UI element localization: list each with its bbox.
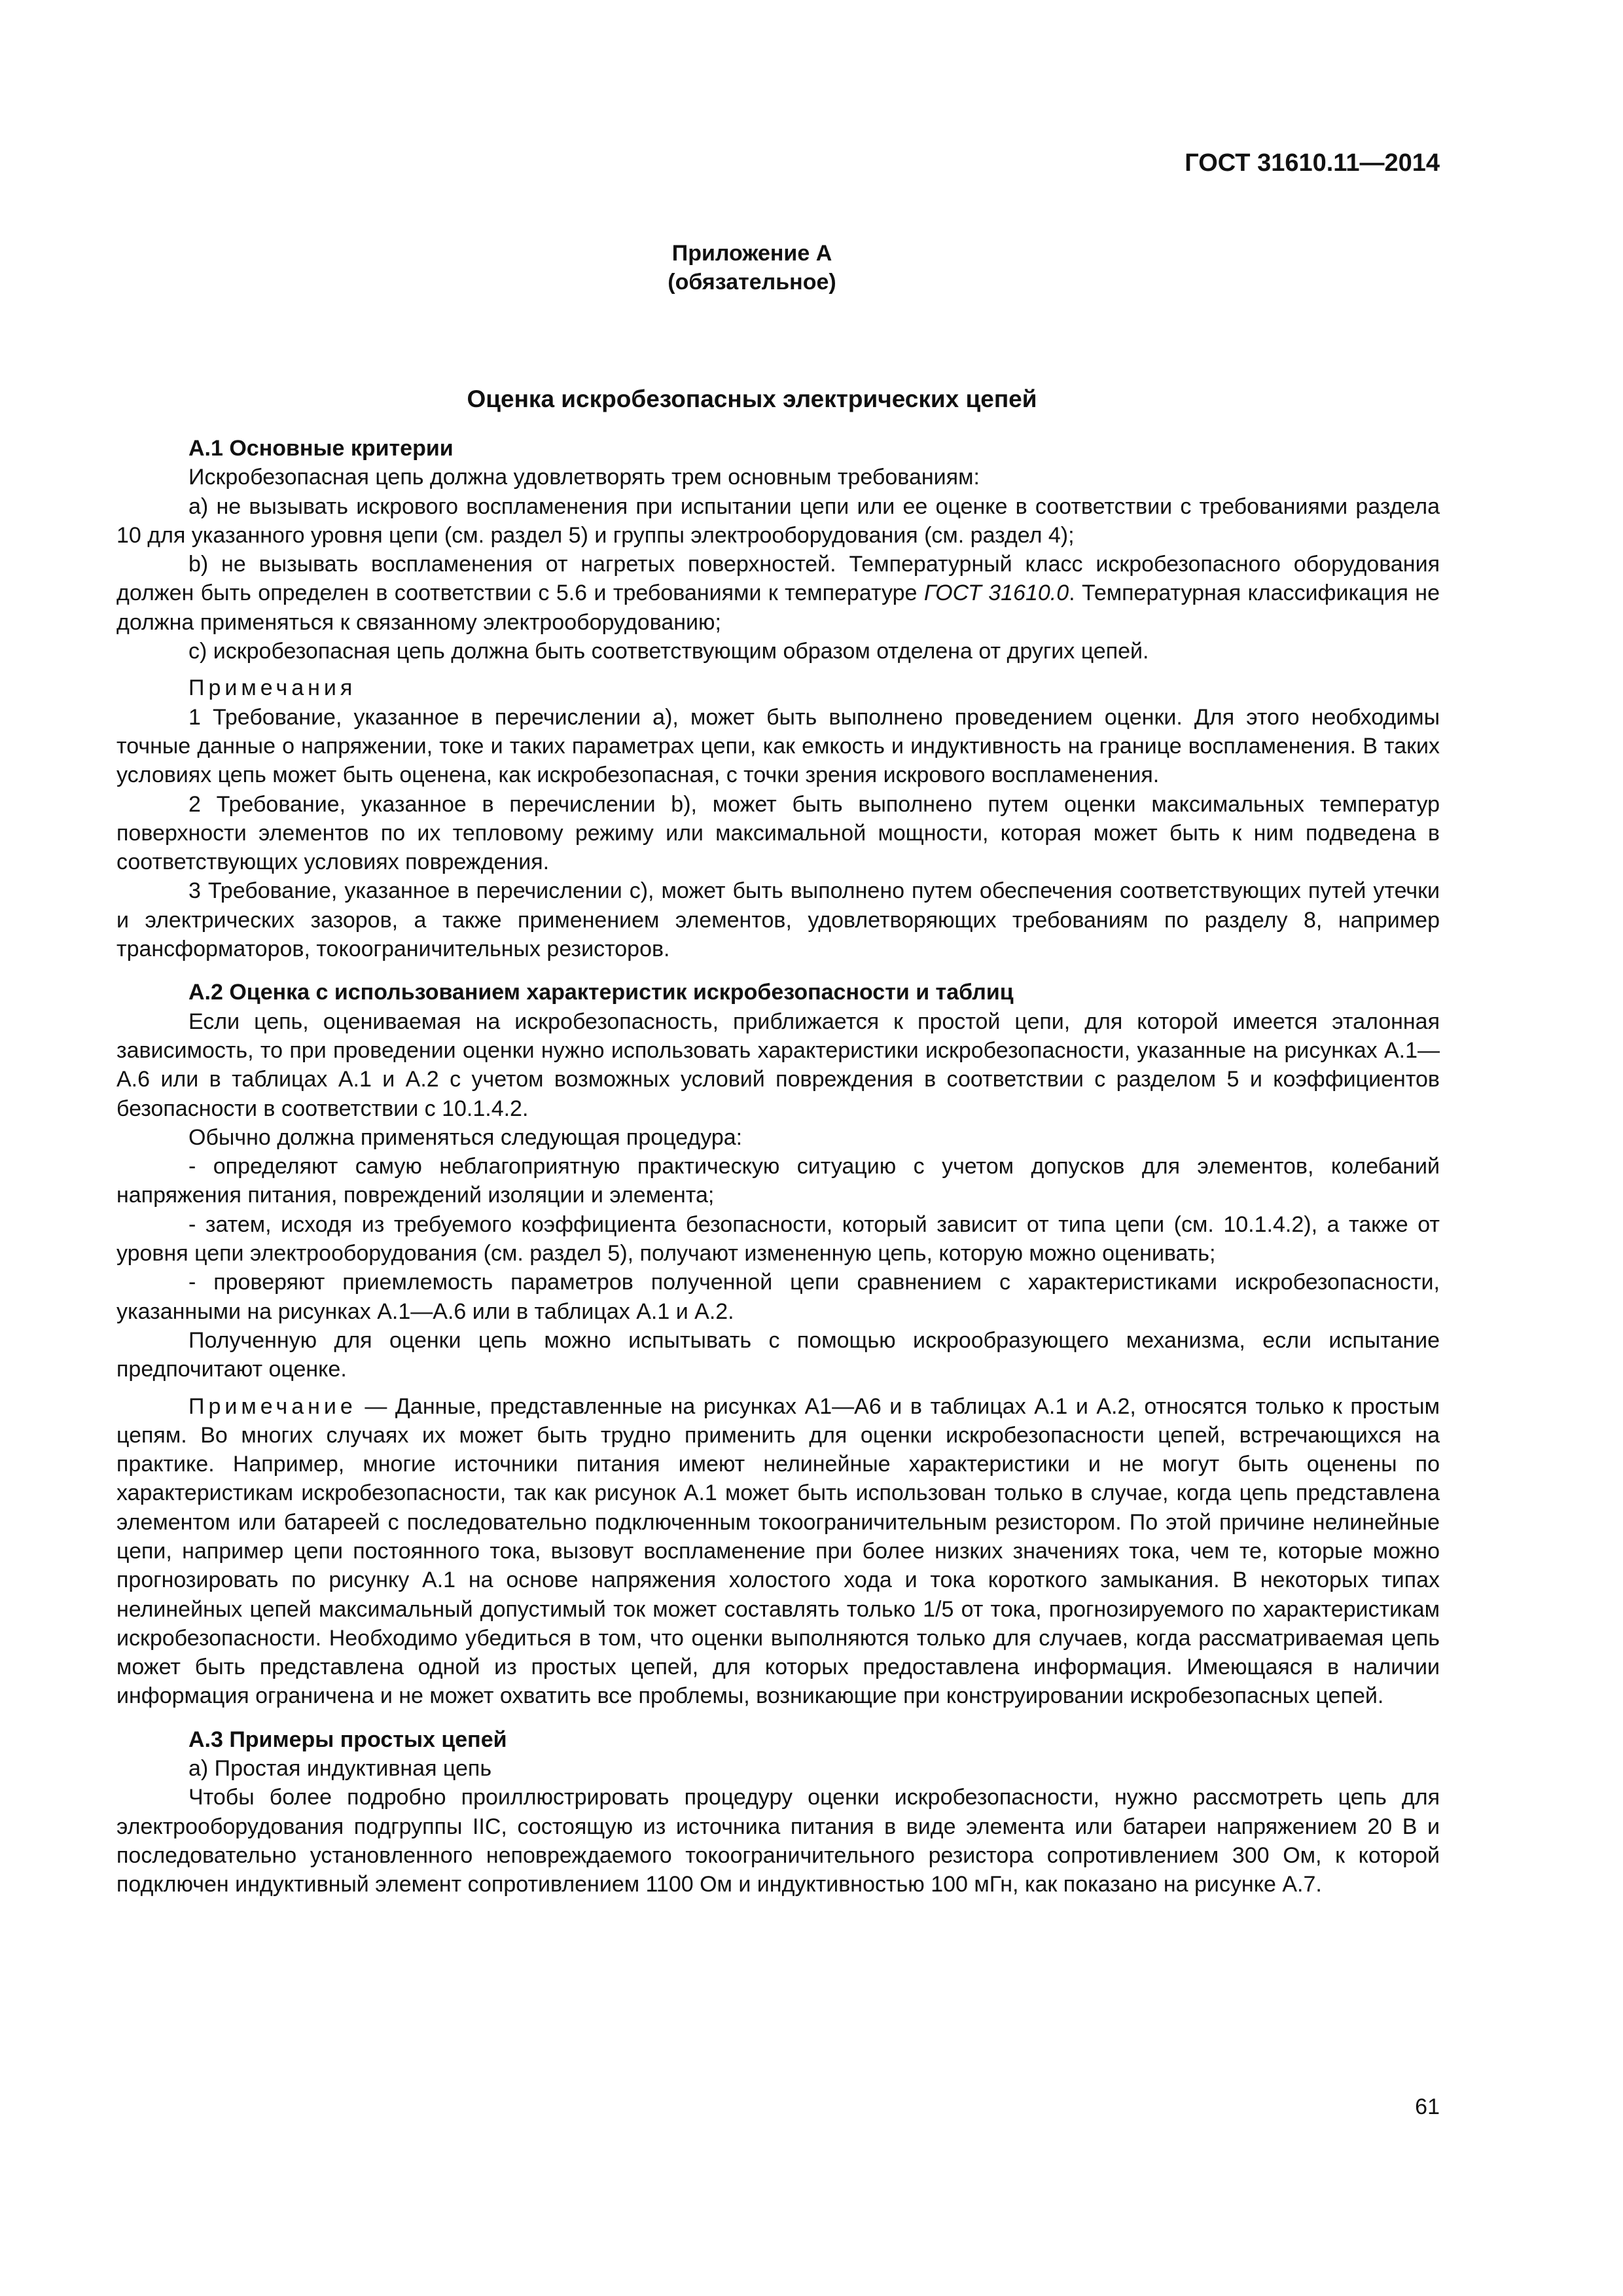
a1-item-b-start: b) не вызывать воспламенения от нагретых поверхностей. Температурный класс искробезопасного оборудования должен быть определен в соответствии с 5.6 и требованиями к температуре [116, 552, 1440, 606]
section-a2-heading: А.2 Оценка с использованием характеристик искробезопасности и таблиц [188, 980, 1014, 1005]
page-number: 61 [1415, 2094, 1440, 2119]
a2-paragraph-1: Если цепь, оцениваемая на искробезопасность, приближается к простой цепи, для которой имеется эталонная зависимость, то при проведении оценки нужно использовать характеристики искробезопасности, указанные на рисунках А.1—А.6 или в таблицах А.1 и А.2 с учетом возможных условий повреждения в соответствии с разделом 5 и коэффициентов безопасности в соответствии с 10.1.4.2. [116, 1009, 1440, 1121]
a2-list-item-2: - затем, исходя из требуемого коэффициента безопасности, который зависит от типа цепи (см. 10.1.4.2), а также от уровня цепи электрооборудования (см. раздел 5), получают измененную цепь, которую можно оценивать; [116, 1211, 1440, 1266]
annex-title: Приложение А [671, 241, 832, 266]
section-a1-heading: А.1 Основные критерии [188, 436, 454, 461]
a1-intro: Искробезопасная цепь должна удовлетворять трем основным требованиям: [188, 465, 980, 490]
a1-note-2: 2 Требование, указанное в перечислении b), может быть выполнено путем оценки максимальных температур поверхности элементов по их тепловому режиму или максимальной мощности, которая может быть к ним подведена в соответствующих условиях повреждения. [116, 791, 1440, 875]
a2-list-item-3: - проверяют приемлемость параметров полученной цепи сравнением с характеристиками искробезопасности, указанными на рисунках А.1—А.6 или в таблицах А.1 и А.2. [116, 1270, 1440, 1324]
a2-paragraph-2: Обычно должна применяться следующая процедура: [188, 1124, 743, 1150]
section-a3-heading: А.3 Примеры простых цепей [188, 1727, 507, 1752]
a1-notes-label: Примечания [188, 675, 357, 701]
a1-item-b [116, 550, 1440, 637]
a2-paragraph-3: Полученную для оценки цепь можно испытывать с помощью искрообразующего механизма, если испытание предпочитают оценке. [116, 1327, 1440, 1382]
annex-heading [116, 239, 1440, 296]
a3-subheading-a: а) Простая индуктивная цепь [188, 1756, 492, 1782]
a2-note-text: — Данные, представленные на рисунках А1—А6 и в таблицах А.1 и А.2, относятся только к простым цепям. Во многих случаях их может быть трудно применить для оценки искробезопасности цепей, встречающихся на практике. Например, многие источники питания имеют нелинейные характеристики и не могут быть оценены по характеристикам искробезопасности, так как рисунок А.1 может быть использован только в случае, когда цепь представлена элементом или батареей с последовательно подключенным токоограничительным резистором. По этой причине нелинейные цепи, например цепи постоянного тока, вызовут воспламенение при более низких значениях тока, чем те, которые можно прогнозировать по рисунку А.1 на основе напряжения холостого хода и тока короткого замыкания. В некоторых типах нелинейных цепей максимальный допустимый ток может составлять только 1/5 от тока, прогнозируемого по характеристикам искробезопасности. Необходимо убедиться в том, что оценки выполняются только для случаев, когда рассматриваемая цепь может быть представлена одной из простых цепей, для которых предоставлена информация. Имеющаяся в наличии информация ограничена и не может охватить все проблемы, возникающие при конструировании искробезопасных цепей. [116, 1393, 1440, 1709]
a1-item-a: а) не вызывать искрового воспламенения при испытании цепи или ее оценке в соответствии с требованиями раздела 10 для указанного уровня цепи (см. раздел 5) и группы электрооборудования (см. раздел 4); [116, 493, 1440, 548]
document-page [116, 148, 1440, 1899]
a1-item-b-ref: ГОСТ 31610.0 [923, 581, 1069, 606]
a1-note-3: 3 Требование, указанное в перечислении с), может быть выполнено путем обеспечения соответствующих путей утечки и электрических зазоров, а также применением элементов, удовлетворяющих требованиям по разделу 8, например трансформаторов, токоограничительных резисторов. [116, 878, 1440, 962]
annex-status: (обязательное) [668, 270, 836, 295]
annex-main-title: Оценка искробезопасных электрических цепей [467, 386, 1037, 412]
a2-note [116, 1392, 1440, 1711]
a2-note-label: Примечание [188, 1393, 357, 1419]
a1-item-b-end: . Температурная классификация не должна применяться к связанному электрооборудованию; [116, 581, 1440, 635]
a1-item-c: с) искробезопасная цепь должна быть соответствующим образом отделена от других цепей. [188, 639, 1149, 664]
a3-paragraph-1: Чтобы более подробно проиллюстрировать процедуру оценки искробезопасности, нужно рассмотреть цепь для электрооборудования подгруппы IIC, состоящую из источника питания в виде элемента или батареи напряжением 20 В и последовательно установленного неповреждаемого токоограничительного резистора сопротивлением 300 Ом, к которой подключен индуктивный элемент сопротивлением 1100 Ом и индуктивностью 100 мГн, как показано на рисунке А.7. [116, 1785, 1440, 1897]
a2-list-item-1: - определяют самую неблагоприятную практическую ситуацию с учетом допусков для элементов, колебаний напряжения питания, повреждений изоляции и элемента; [116, 1154, 1440, 1208]
a1-note-1: 1 Требование, указанное в перечислении а), может быть выполнено проведением оценки. Для этого необходимы точные данные о напряжении, токе и таких параметрах цепи, как емкость и индуктивность на границе воспламенения. В таких условиях цепь может быть оценена, как искробезопасная, с точки зрения искрового воспламенения. [116, 704, 1440, 788]
standard-designation: ГОСТ 31610.11—2014 [1185, 149, 1440, 177]
